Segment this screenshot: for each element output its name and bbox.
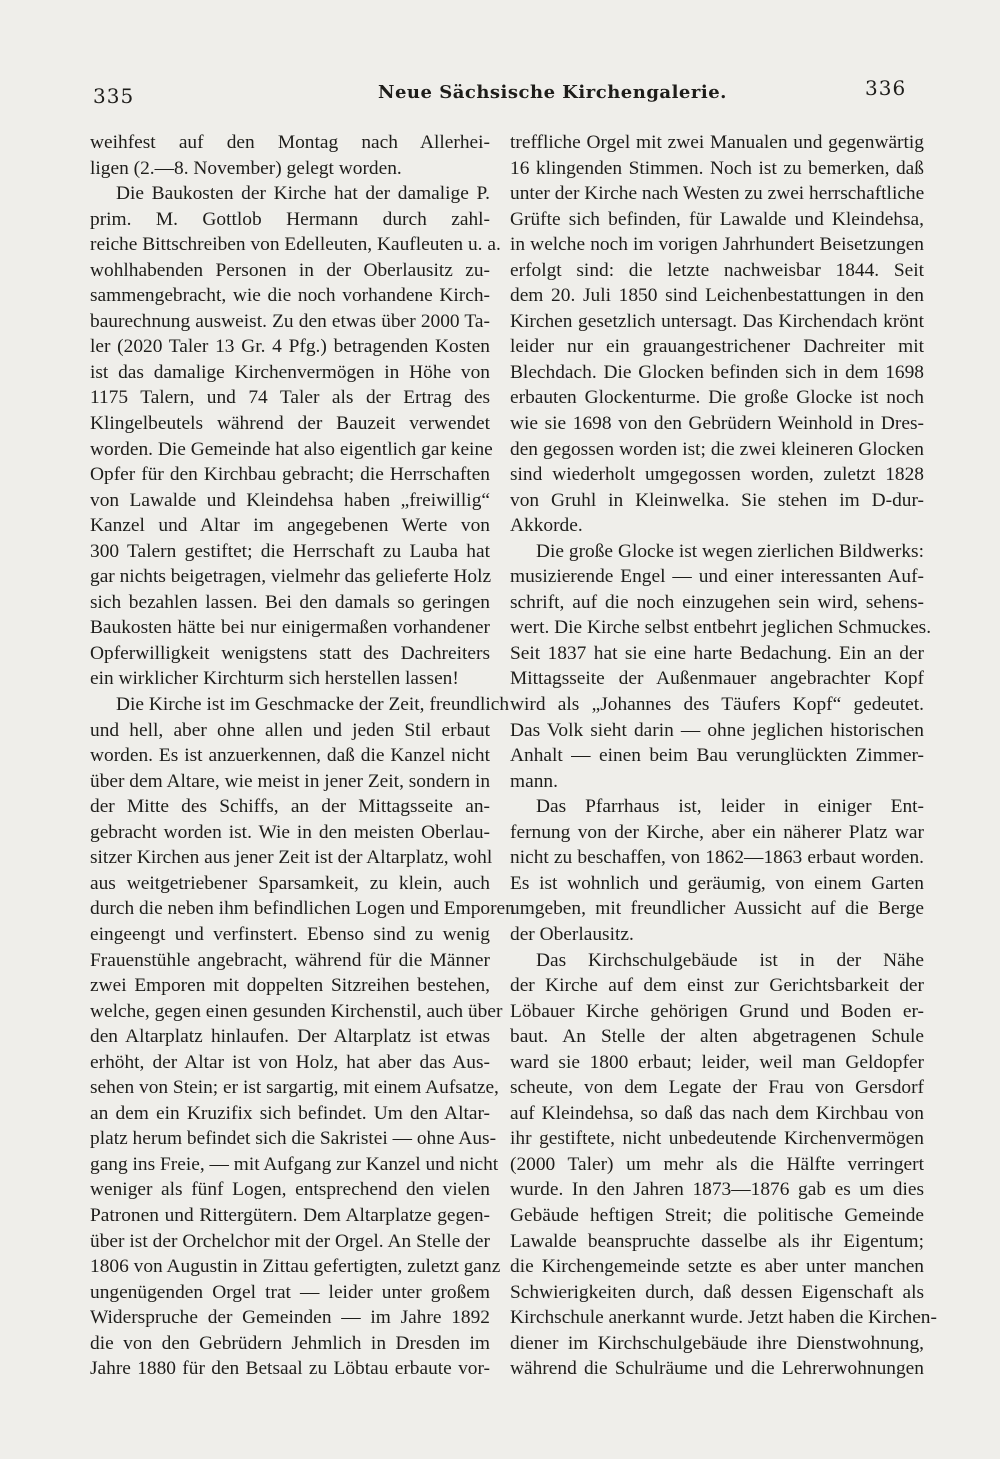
text-line: umgeben, mit freundlicher Aussicht auf die Berge [510,898,924,920]
text-line: ward sie 1800 erbaut; leider, weil man Geldopfer [510,1051,924,1073]
text-line: die von den Gebrüdern Jehmlich in Dresden im [90,1332,490,1354]
text-line: durch die neben ihm befindlichen Logen und Emporen [90,898,515,920]
text-line: Kirchschule anerkannt wurde. Jetzt haben die Kirchen- [510,1307,937,1329]
text-line: wert. Die Kirche selbst entbehrt jeglichen Schmuckes. [510,617,932,639]
text-line: baut. An Stelle der alten abgetragenen Schule [510,1026,924,1048]
text-line: reiche Bittschreiben von Edelleuten, Kaufleuten u. a. [90,234,501,256]
page-number-right: 336 [865,76,907,100]
text-line: (2000 Taler) um mehr als die Hälfte verringert [510,1153,924,1175]
text-line: wird als „Johannes des Täufers Kopf“ gedeutet. [510,694,924,716]
text-line: gar nichts beigetragen, vielmehr das gelieferte Holz [90,566,492,588]
text-line: der Oberlausitz. [510,923,634,945]
text-line: mann. [510,770,558,792]
text-line: Mittagsseite der Außenmauer angebrachter Kopf [510,668,924,690]
text-column-right [510,130,937,1382]
text-line: 1806 von Augustin in Zittau gefertigten, zuletzt ganz [90,1256,501,1278]
text-line: Löbauer Kirche gehörigen Grund und Boden er- [510,1000,924,1022]
text-line: den Altarplatz hinlaufen. Der Altarplatz ist etwas [90,1026,490,1048]
text-line: sehen von Stein; er ist sargartig, mit einem Aufsatze, [90,1077,499,1099]
text-line: Baukosten hätte bei nur einigermaßen vorhandener [90,617,490,639]
text-line: Opferwilligkeit wenigstens statt des Dachreiters [90,642,490,664]
text-line: Lawalde beanspruchte dasselbe als ihr Eigentum; [510,1230,924,1252]
text-line: gebracht worden ist. Wie in den meisten Oberlau- [90,821,490,843]
text-line: unter der Kirche nach Westen zu zwei herrschaftliche [510,183,925,205]
text-line: der Kirche auf dem einst zur Gerichtsbarkeit der [510,975,924,997]
text-line: diener im Kirchschulgebäude ihre Dienstwohnung, [510,1332,924,1354]
text-line: die Kirchengemeinde setzte es aber unter manchen [510,1256,924,1278]
text-line: ihr gestiftete, nicht unbedeutende Kirchenvermögen [510,1128,924,1150]
text-line: 16 klingenden Stimmen. Noch ist zu bemerken, daß [510,157,924,179]
text-column-left [90,130,515,1382]
text-line: wohlhabenden Personen in der Oberlausitz zu- [90,259,490,281]
text-line: ler (2020 Taler 13 Gr. 4 Pfg.) betragenden Kosten [90,336,490,358]
text-line: Das Volk sieht darin — ohne jeglichen historischen [510,719,924,741]
text-line: wurde. In den Jahren 1873—1876 gab es um dies [510,1179,924,1201]
text-line: Widerspruche der Gemeinden — im Jahre 1892 [90,1307,490,1329]
text-line: sich bezahlen lassen. Bei den damals so geringen [90,591,490,613]
text-line: aus weitgetriebener Sparsamkeit, zu klein, auch [90,872,490,894]
text-line: Frauenstühle angebracht, während für die Männer [90,949,490,971]
text-line: der Mitte des Schiffs, an der Mittagsseite an- [90,796,490,818]
text-line: Patronen und Rittergütern. Dem Altarplatze gegen- [90,1204,490,1226]
text-line: den gegossen worden ist; die zwei kleineren Glocken [510,438,924,460]
text-line: eingeengt und verfinstert. Ebenso sind zu wenig [90,923,490,945]
text-line: zwei Emporen mit doppelten Sitzreihen bestehen, [90,975,490,997]
text-line: und hell, aber ohne allen und jeden Stil erbaut [90,719,490,741]
text-line: Gebäude heftigen Streit; die politische Gemeinde [510,1204,924,1226]
text-line: erhöht, der Altar ist von Holz, hat aber das Aus- [90,1051,490,1073]
text-line: während die Schulräume und die Lehrerwohnungen [510,1358,924,1380]
text-line: Das Pfarrhaus ist, leider in einiger Ent- [536,796,924,818]
text-line: gang ins Freie, — mit Aufgang zur Kanzel und nicht [90,1153,499,1175]
text-line: schrift, auf die noch einzugehen sein wird, sehens- [510,591,924,613]
text-line: über ist der Orchelchor mit der Orgel. An Stelle der [90,1230,490,1252]
text-line: an dem ein Kruzifix sich befindet. Um den Altar- [90,1102,490,1124]
text-line: ist das damalige Kirchenvermögen in Höhe von [90,361,490,383]
text-line: erfolgt sind: die letzte nachweisbar 1844. Seit [510,259,924,281]
text-line: in welche noch im vorigen Jahrhundert Beisetzungen [510,234,924,256]
text-line: Seit 1837 hat sie eine harte Bedachung. Ein an der [510,642,924,664]
text-line: Akkorde. [510,515,583,537]
text-line: Schwierigkeiten durch, daß dessen Eigenschaft als [510,1281,924,1303]
text-line: ein wirklicher Kirchturm sich herstellen lassen! [90,668,459,690]
text-line: über dem Altare, wie meist in jener Zeit, sondern in [90,770,491,792]
text-line: 300 Talern gestiftet; die Herrschaft zu Lauba hat [90,540,490,562]
text-line: fernung von der Kirche, aber ein näherer Platz war [510,821,924,843]
text-line: Die Kirche ist im Geschmacke der Zeit, freundlich [116,694,510,716]
text-line: sammengebracht, wie die noch vorhandene Kirch- [90,285,490,307]
text-line: Die Baukosten der Kirche hat der damalige P. [116,183,490,205]
text-line: Klingelbeutels während der Bauzeit verwendet [90,413,490,435]
text-line: erbauten Glockenturme. Die große Glocke ist noch [510,387,924,409]
text-line: weihfest auf den Montag nach Allerhei- [90,132,490,153]
text-line: Blechdach. Die Glocken befinden sich in dem 1698 [510,361,924,383]
text-line: treffliche Orgel mit zwei Manualen und gegenwärtig [510,132,924,153]
text-line: ungenügenden Orgel trat — leider unter großem [90,1281,490,1303]
text-line: Das Kirchschulgebäude ist in der Nähe [536,949,924,971]
text-line: Es ist wohnlich und geräumig, von einem Garten [510,872,924,894]
text-line: worden. Es ist anzuerkennen, daß die Kanzel nicht [90,745,490,767]
text-line: welche, gegen einen gesunden Kirchenstil, auch über [90,1000,503,1022]
text-line: Kanzel und Altar im angegebenen Werte von [90,515,490,537]
text-line: dem 20. Juli 1850 sind Leichenbestattungen in den [510,285,924,307]
text-line: platz herum befindet sich die Sakristei — ohne Aus- [90,1128,497,1150]
text-line: worden. Die Gemeinde hat also eigentlich gar keine [90,438,493,460]
page-header [0,74,1000,114]
text-line: weniger als fünf Logen, entsprechend den vielen [90,1179,490,1201]
text-line: baurechnung ausweist. Zu den etwas über 2000 Ta- [90,310,490,332]
running-title: Neue Sächsische Kirchengalerie. [378,82,727,103]
text-line: leider nur ein grauangestrichener Dachreiter mit [510,336,924,358]
text-line: musizierende Engel — und einer interessanten Auf- [510,566,924,588]
text-line: von Lawalde und Kleindehsa haben „freiwillig“ [90,489,490,511]
page-number-left: 335 [93,84,135,108]
text-line: Kirchen gesetzlich untersagt. Das Kirchendach krönt [510,310,924,332]
text-line: wie sie 1698 von den Gebrüdern Weinhold in Dres- [510,413,924,435]
text-line: Anhalt — einen beim Bau verunglückten Zimmer- [510,745,924,767]
text-line: sitzer Kirchen aus jener Zeit ist der Altarplatz, wohl [90,847,493,869]
text-line: prim. M. Gottlob Hermann durch zahl- [90,208,490,230]
text-line: scheute, von dem Legate der Frau von Gersdorf [510,1077,924,1099]
text-line: 1175 Talern, und 74 Taler als der Ertrag des [90,387,490,409]
text-line: nicht zu beschaffen, von 1862—1863 erbaut worden. [510,847,924,869]
text-line: Jahre 1880 für den Betsaal zu Löbtau erbaute vor- [90,1358,490,1380]
text-line: ligen (2.—8. November) gelegt worden. [90,157,402,179]
text-line: Grüfte sich befinden, für Lawalde und Kleindehsa, [510,208,924,230]
text-line: von Gruhl in Kleinwelka. Sie stehen im D-dur- [510,489,924,511]
text-line: Die große Glocke ist wegen zierlichen Bildwerks: [536,540,924,562]
text-line: Opfer für den Kirchbau gebracht; die Herrschaften [90,464,490,486]
text-line: sind wiederholt umgegossen worden, zuletzt 1828 [510,464,924,486]
text-line: auf Kleindehsa, so daß das nach dem Kirchbau von [510,1102,924,1124]
